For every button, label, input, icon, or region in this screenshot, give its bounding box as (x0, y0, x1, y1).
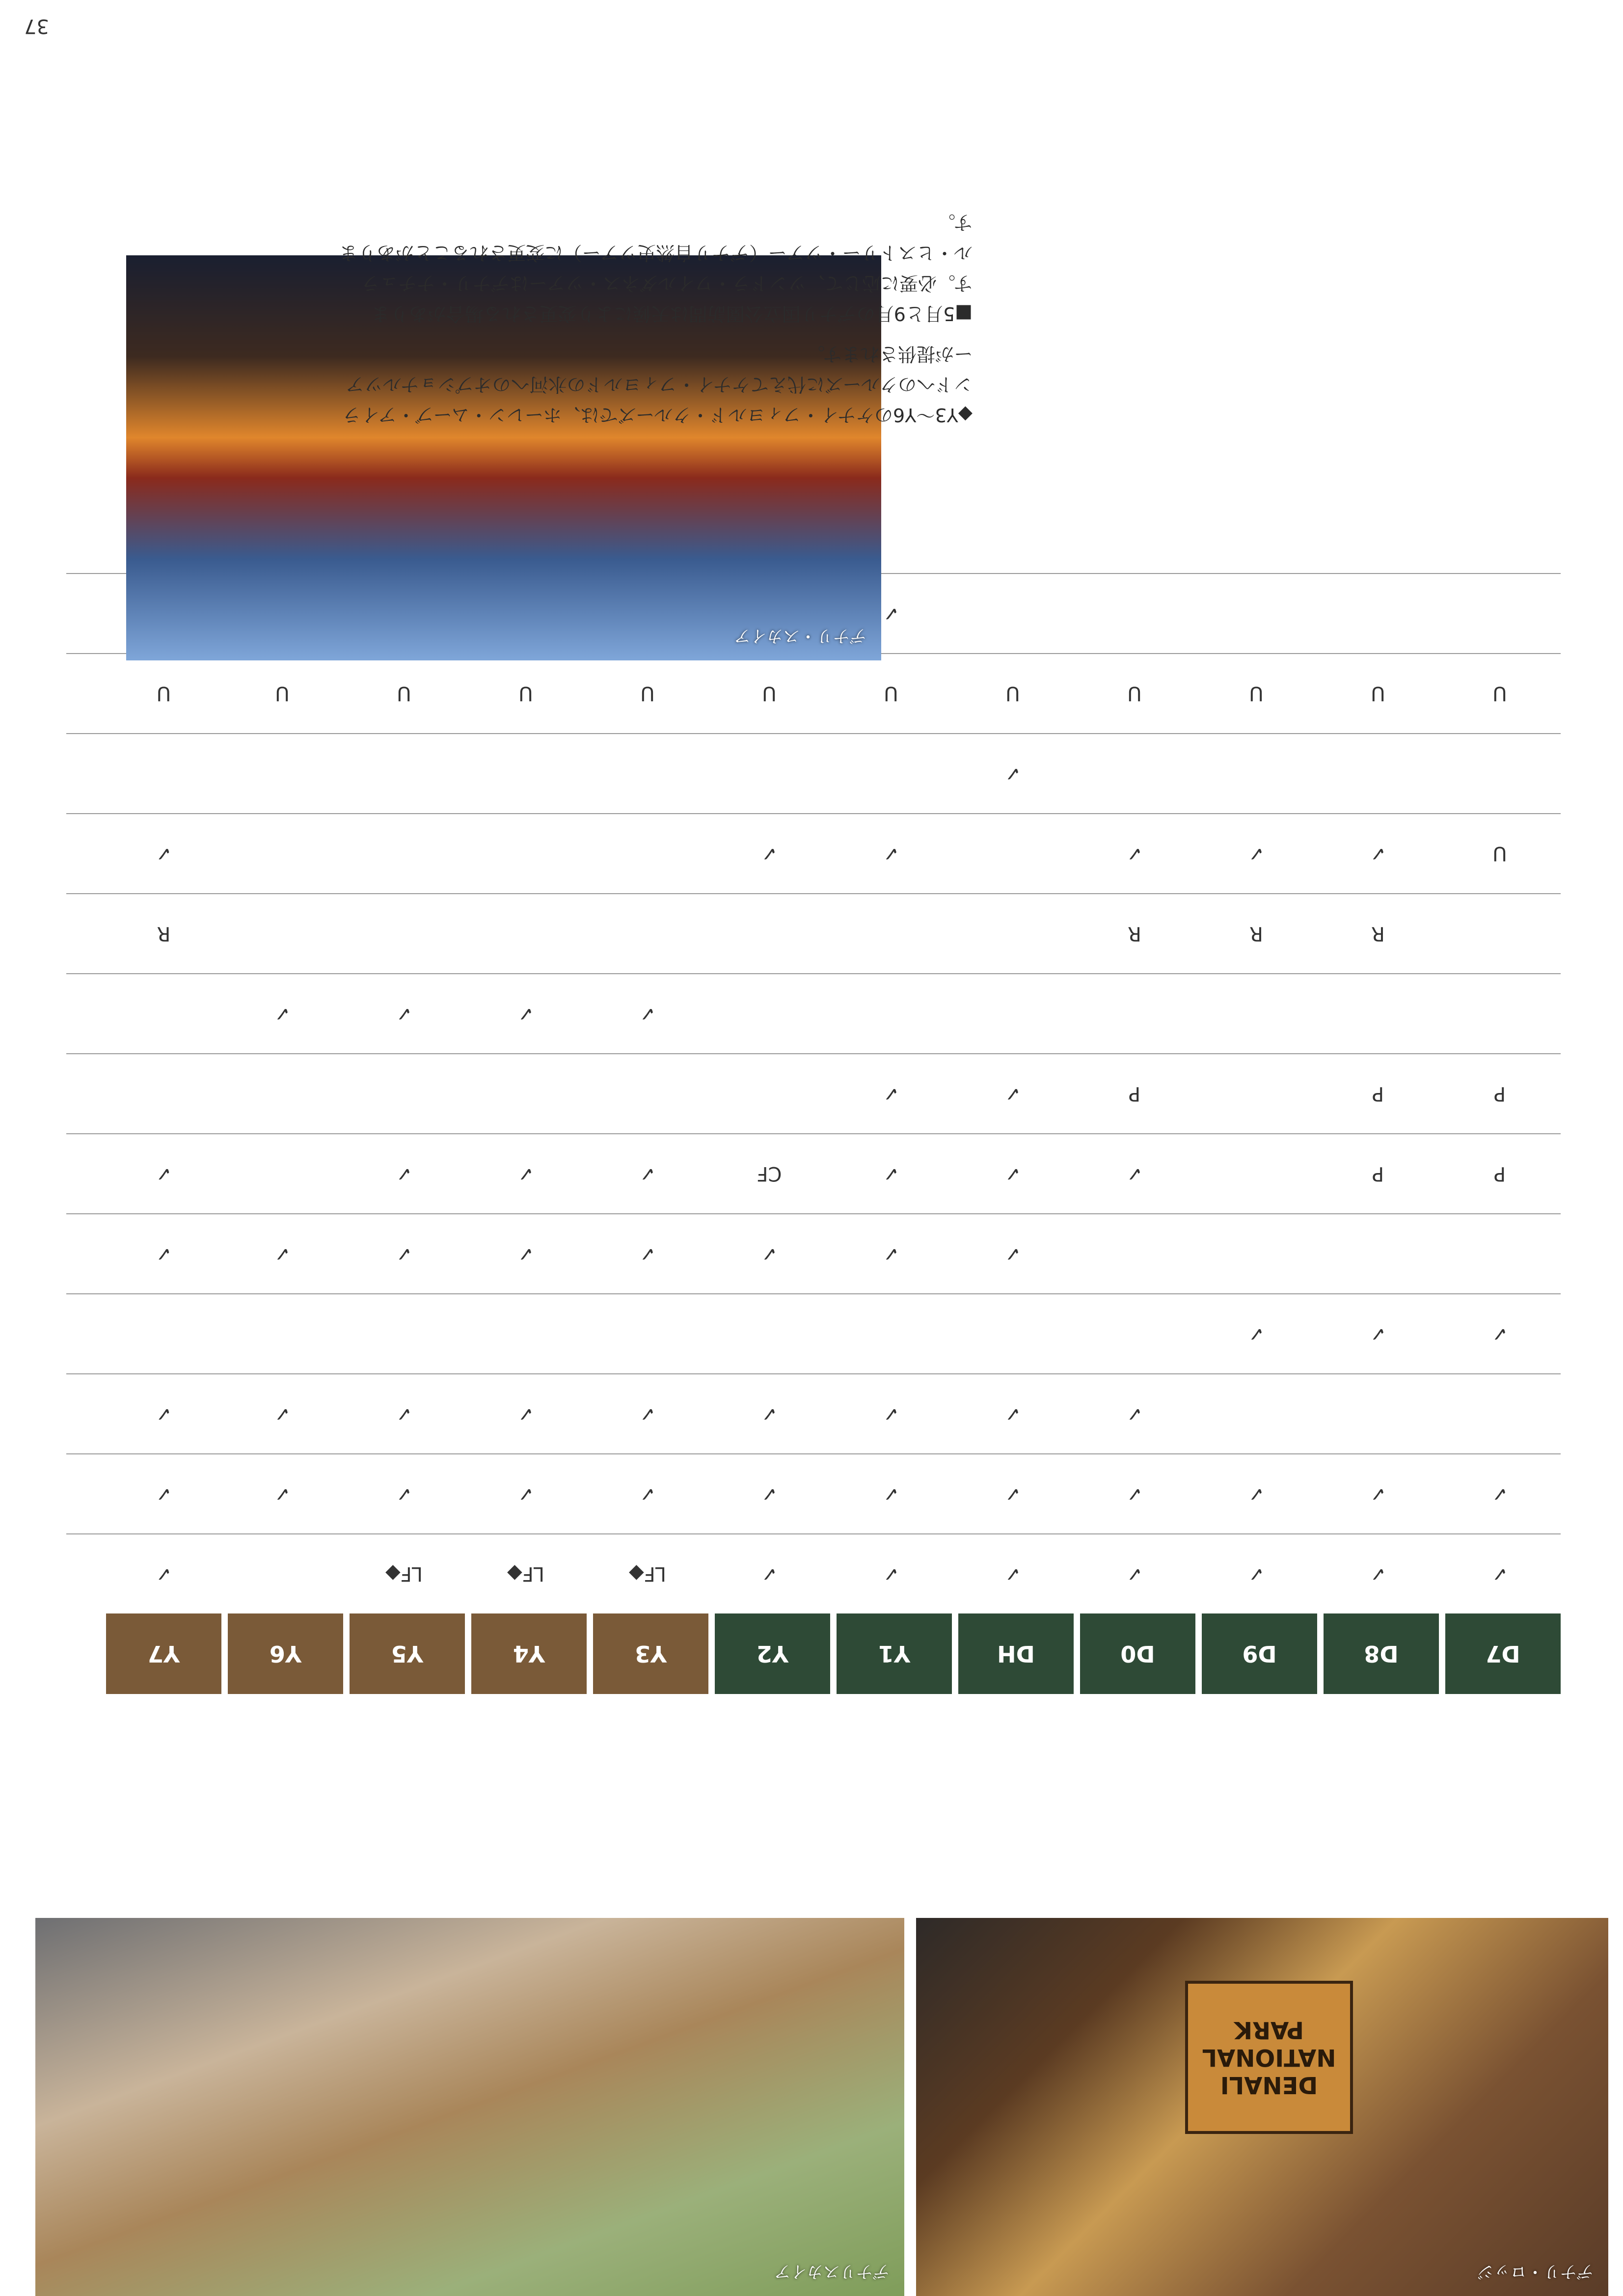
table-cell: ✓ (761, 1482, 778, 1505)
table-cell: ✓ (274, 1242, 291, 1265)
table-cell (221, 814, 343, 893)
table-cell: ✓ (1491, 1482, 1508, 1505)
table-cell (1195, 574, 1317, 653)
table-cell: R (157, 922, 171, 945)
table-cell: ✓ (517, 1002, 534, 1025)
table-cell (1439, 734, 1561, 813)
table-cell (1195, 1134, 1317, 1213)
table-cell (1439, 974, 1561, 1053)
park-sign (1185, 1981, 1353, 2134)
column-header-y5: Y5 (350, 1613, 465, 1694)
table-cell (221, 1054, 343, 1133)
table-cell: ✓ (1004, 1082, 1021, 1105)
table-cell (587, 1294, 708, 1373)
footnote: ◆Y3〜Y6のケナイ・フィヨルド・クルーズでは、ホーレン・ムーブ・アイランドへのクルーズに代えてケナイ・フィヨルドの氷河へのオプショナルツアーが提供されます。 (342, 343, 973, 426)
table-cell (1317, 574, 1439, 653)
table-cell (1439, 894, 1561, 973)
table-cell (1195, 974, 1317, 1053)
table-cell (952, 814, 1074, 893)
table-row (66, 1533, 1561, 1613)
table-cell: ✓ (517, 1162, 534, 1185)
column-header-y3: Y3 (593, 1613, 708, 1694)
table-cell: ✓ (883, 602, 899, 625)
table-cell (221, 734, 343, 813)
column-header-y1: Y1 (837, 1613, 952, 1694)
column-header-y6: Y6 (228, 1613, 343, 1694)
table-cell (1317, 1374, 1439, 1453)
table-cell: ✓ (517, 1402, 534, 1425)
table-cell: U (640, 682, 655, 705)
table-cell (1439, 574, 1561, 653)
table-row (66, 1373, 1561, 1453)
table-row (66, 1213, 1561, 1293)
table-cell: ✓ (396, 1002, 412, 1025)
table-header (66, 1613, 1561, 1694)
table-cell (708, 1294, 830, 1373)
table-cell: ✓ (274, 1402, 291, 1425)
table-cell: U (884, 682, 898, 705)
denali-lodge-photo (916, 1918, 1608, 2296)
table-cell: U (275, 682, 290, 705)
table-cell (1195, 734, 1317, 813)
table-cell: ✓ (639, 1002, 656, 1025)
table-cell: ✓ (274, 1482, 291, 1505)
table-cell: ✓ (1004, 1482, 1021, 1505)
column-header-y2: Y2 (715, 1613, 830, 1694)
table-cell (1074, 734, 1195, 813)
table-row (66, 653, 1561, 733)
table-cell (708, 1054, 830, 1133)
table-cell: ✓ (1370, 842, 1386, 865)
table-cell: U (518, 682, 533, 705)
table-cell (106, 974, 221, 1053)
table-cell: ✓ (1126, 1562, 1143, 1585)
table-cell (1195, 1054, 1317, 1133)
table-row (66, 893, 1561, 973)
table-cell (1317, 734, 1439, 813)
table-cell: ✓ (1126, 1402, 1143, 1425)
column-header-d8: D8 (1324, 1613, 1439, 1694)
table-cell (1195, 1214, 1317, 1293)
table-cell: ✓ (517, 1242, 534, 1265)
table-cell (465, 814, 587, 893)
table-cell: ✓ (883, 1402, 899, 1425)
table-cell: ✓ (761, 1402, 778, 1425)
table-cell: ✓ (1004, 1242, 1021, 1265)
table-cell: ✓ (761, 842, 778, 865)
table-cell: ✓ (155, 1242, 172, 1265)
table-cell (221, 1294, 343, 1373)
table-cell: ✓ (1370, 1322, 1386, 1345)
table-cell: P (1372, 1082, 1384, 1105)
footnotes (339, 197, 973, 430)
table-cell: ✓ (517, 1482, 534, 1505)
table-cell: P (1493, 1082, 1506, 1105)
table-row (66, 1133, 1561, 1213)
table-cell: U (1492, 682, 1507, 705)
table-cell: U (1492, 842, 1507, 865)
table-cell (343, 734, 465, 813)
table-row (66, 1293, 1561, 1373)
column-header-y7: Y7 (106, 1613, 221, 1694)
table-cell (106, 1054, 221, 1133)
table-cell (587, 734, 708, 813)
park-sign-text: DENALI NATIONAL PARK (1202, 2016, 1336, 2099)
column-header-d7: D7 (1445, 1613, 1561, 1694)
table-cell: ✓ (396, 1162, 412, 1185)
table-cell (708, 894, 830, 973)
table-cell: CF (757, 1162, 782, 1185)
table-cell: ✓ (155, 842, 172, 865)
table-cell (221, 1534, 343, 1613)
table-cell: ✓ (639, 1242, 656, 1265)
table-cell: ✓ (155, 1402, 172, 1425)
table-cell: P (1128, 1082, 1141, 1105)
table-cell: U (397, 682, 411, 705)
table-cell: ✓ (639, 1162, 656, 1185)
table-cell (221, 894, 343, 973)
table-cell: ✓ (1248, 1562, 1265, 1585)
table-cell: ✓ (1248, 1322, 1265, 1345)
table-cell: R (1371, 922, 1385, 945)
table-cell: U (1249, 682, 1264, 705)
table-cell: ✓ (1004, 1402, 1021, 1425)
table-cell (1074, 1294, 1195, 1373)
table-cell (465, 1054, 587, 1133)
table-cell: LF◆ (628, 1562, 667, 1585)
table-cell (952, 974, 1074, 1053)
table-cell: ✓ (1126, 842, 1143, 865)
page-number: 37 (24, 15, 49, 37)
table-cell (830, 1294, 952, 1373)
column-header-d0: D0 (1080, 1613, 1195, 1694)
table-cell: ✓ (155, 1562, 172, 1585)
table-cell (465, 734, 587, 813)
table-cell: ✓ (1004, 1562, 1021, 1585)
table-cell: ✓ (761, 1562, 778, 1585)
table-cell (1195, 1374, 1317, 1453)
table-cell: U (1371, 682, 1385, 705)
table-cell: ✓ (396, 1242, 412, 1265)
table-cell: ✓ (1004, 1162, 1021, 1185)
table-cell: U (1127, 682, 1142, 705)
table-cell: ✓ (1126, 1482, 1143, 1505)
table-cell: R (1128, 922, 1141, 945)
table-row (66, 1053, 1561, 1133)
table-cell (708, 734, 830, 813)
table-cell (343, 1054, 465, 1133)
table-cell (1074, 574, 1195, 653)
table-cell: ✓ (1126, 1162, 1143, 1185)
table-cell (830, 894, 952, 973)
table-cell (343, 894, 465, 973)
table-cell (1317, 974, 1439, 1053)
table-cell: U (1005, 682, 1020, 705)
table-cell (1074, 974, 1195, 1053)
table-row (66, 813, 1561, 893)
table-cell (952, 894, 1074, 973)
table-cell (952, 1294, 1074, 1373)
table-cell (1439, 1214, 1561, 1293)
table-cell: ✓ (274, 1002, 291, 1025)
table-cell (830, 734, 952, 813)
table-cell: ✓ (639, 1402, 656, 1425)
table-cell: ✓ (883, 1242, 899, 1265)
table-cell (106, 1294, 221, 1373)
table-row (66, 733, 1561, 813)
table-cell (708, 974, 830, 1053)
column-header-dh: DH (958, 1613, 1074, 1694)
table-cell: ✓ (1491, 1562, 1508, 1585)
photo-caption: デナリ・スカイア (734, 626, 866, 646)
table-cell: ✓ (883, 1562, 899, 1585)
table-cell: ✓ (1248, 842, 1265, 865)
table-cell: ✓ (1370, 1562, 1386, 1585)
table-cell: P (1493, 1162, 1506, 1185)
table-cell: ✓ (761, 1242, 778, 1265)
table-cell (587, 894, 708, 973)
table-cell (465, 1294, 587, 1373)
table-cell: ✓ (1491, 1322, 1508, 1345)
table-cell (221, 1134, 343, 1213)
table-cell (343, 814, 465, 893)
table-cell (1439, 1374, 1561, 1453)
table-cell: ✓ (396, 1402, 412, 1425)
table-cell: ✓ (1370, 1482, 1386, 1505)
table-row (66, 973, 1561, 1053)
table-cell (587, 1054, 708, 1133)
table-cell (830, 974, 952, 1053)
tour-comparison-table (66, 573, 1561, 1694)
table-cell (343, 1294, 465, 1373)
table-cell (1074, 1214, 1195, 1293)
deck-dining-photo (35, 1918, 904, 2296)
table-cell: ✓ (1004, 762, 1021, 785)
photo-caption: デナリスカイア (774, 2262, 890, 2281)
photo-caption: デナリ・ロッジ (1477, 2262, 1594, 2281)
table-cell: ✓ (396, 1482, 412, 1505)
table-cell: P (1372, 1162, 1384, 1185)
table-cell (106, 734, 221, 813)
table-cell: LF◆ (385, 1562, 423, 1585)
table-cell (587, 814, 708, 893)
table-cell: ✓ (883, 1162, 899, 1185)
column-header-d9: D9 (1202, 1613, 1317, 1694)
table-row (66, 1453, 1561, 1533)
table-cell (465, 894, 587, 973)
footnote: ■5月と9月のデナリ国立公園訪問は天候により変更される場合があります。必要に応じて、ツンドラ・ワイルダネス・ツアーはデナリ・ナチュラル・ヒストリー・ツアー（デナリ自然史ツアー）に変更されることがあります。 (339, 212, 973, 325)
table-cell (1317, 1214, 1439, 1293)
table-cell: ✓ (639, 1482, 656, 1505)
table-cell: ✓ (883, 1482, 899, 1505)
table-cell: U (762, 682, 777, 705)
table-cell (952, 574, 1074, 653)
table-cell: LF◆ (507, 1562, 545, 1585)
column-header-y4: Y4 (471, 1613, 587, 1694)
table-cell: ✓ (883, 842, 899, 865)
table-cell: R (1249, 922, 1263, 945)
table-cell: ✓ (883, 1082, 899, 1105)
table-cell: ✓ (1248, 1482, 1265, 1505)
table-cell: ✓ (155, 1162, 172, 1185)
table-cell: ✓ (155, 1482, 172, 1505)
table-cell: U (156, 682, 171, 705)
